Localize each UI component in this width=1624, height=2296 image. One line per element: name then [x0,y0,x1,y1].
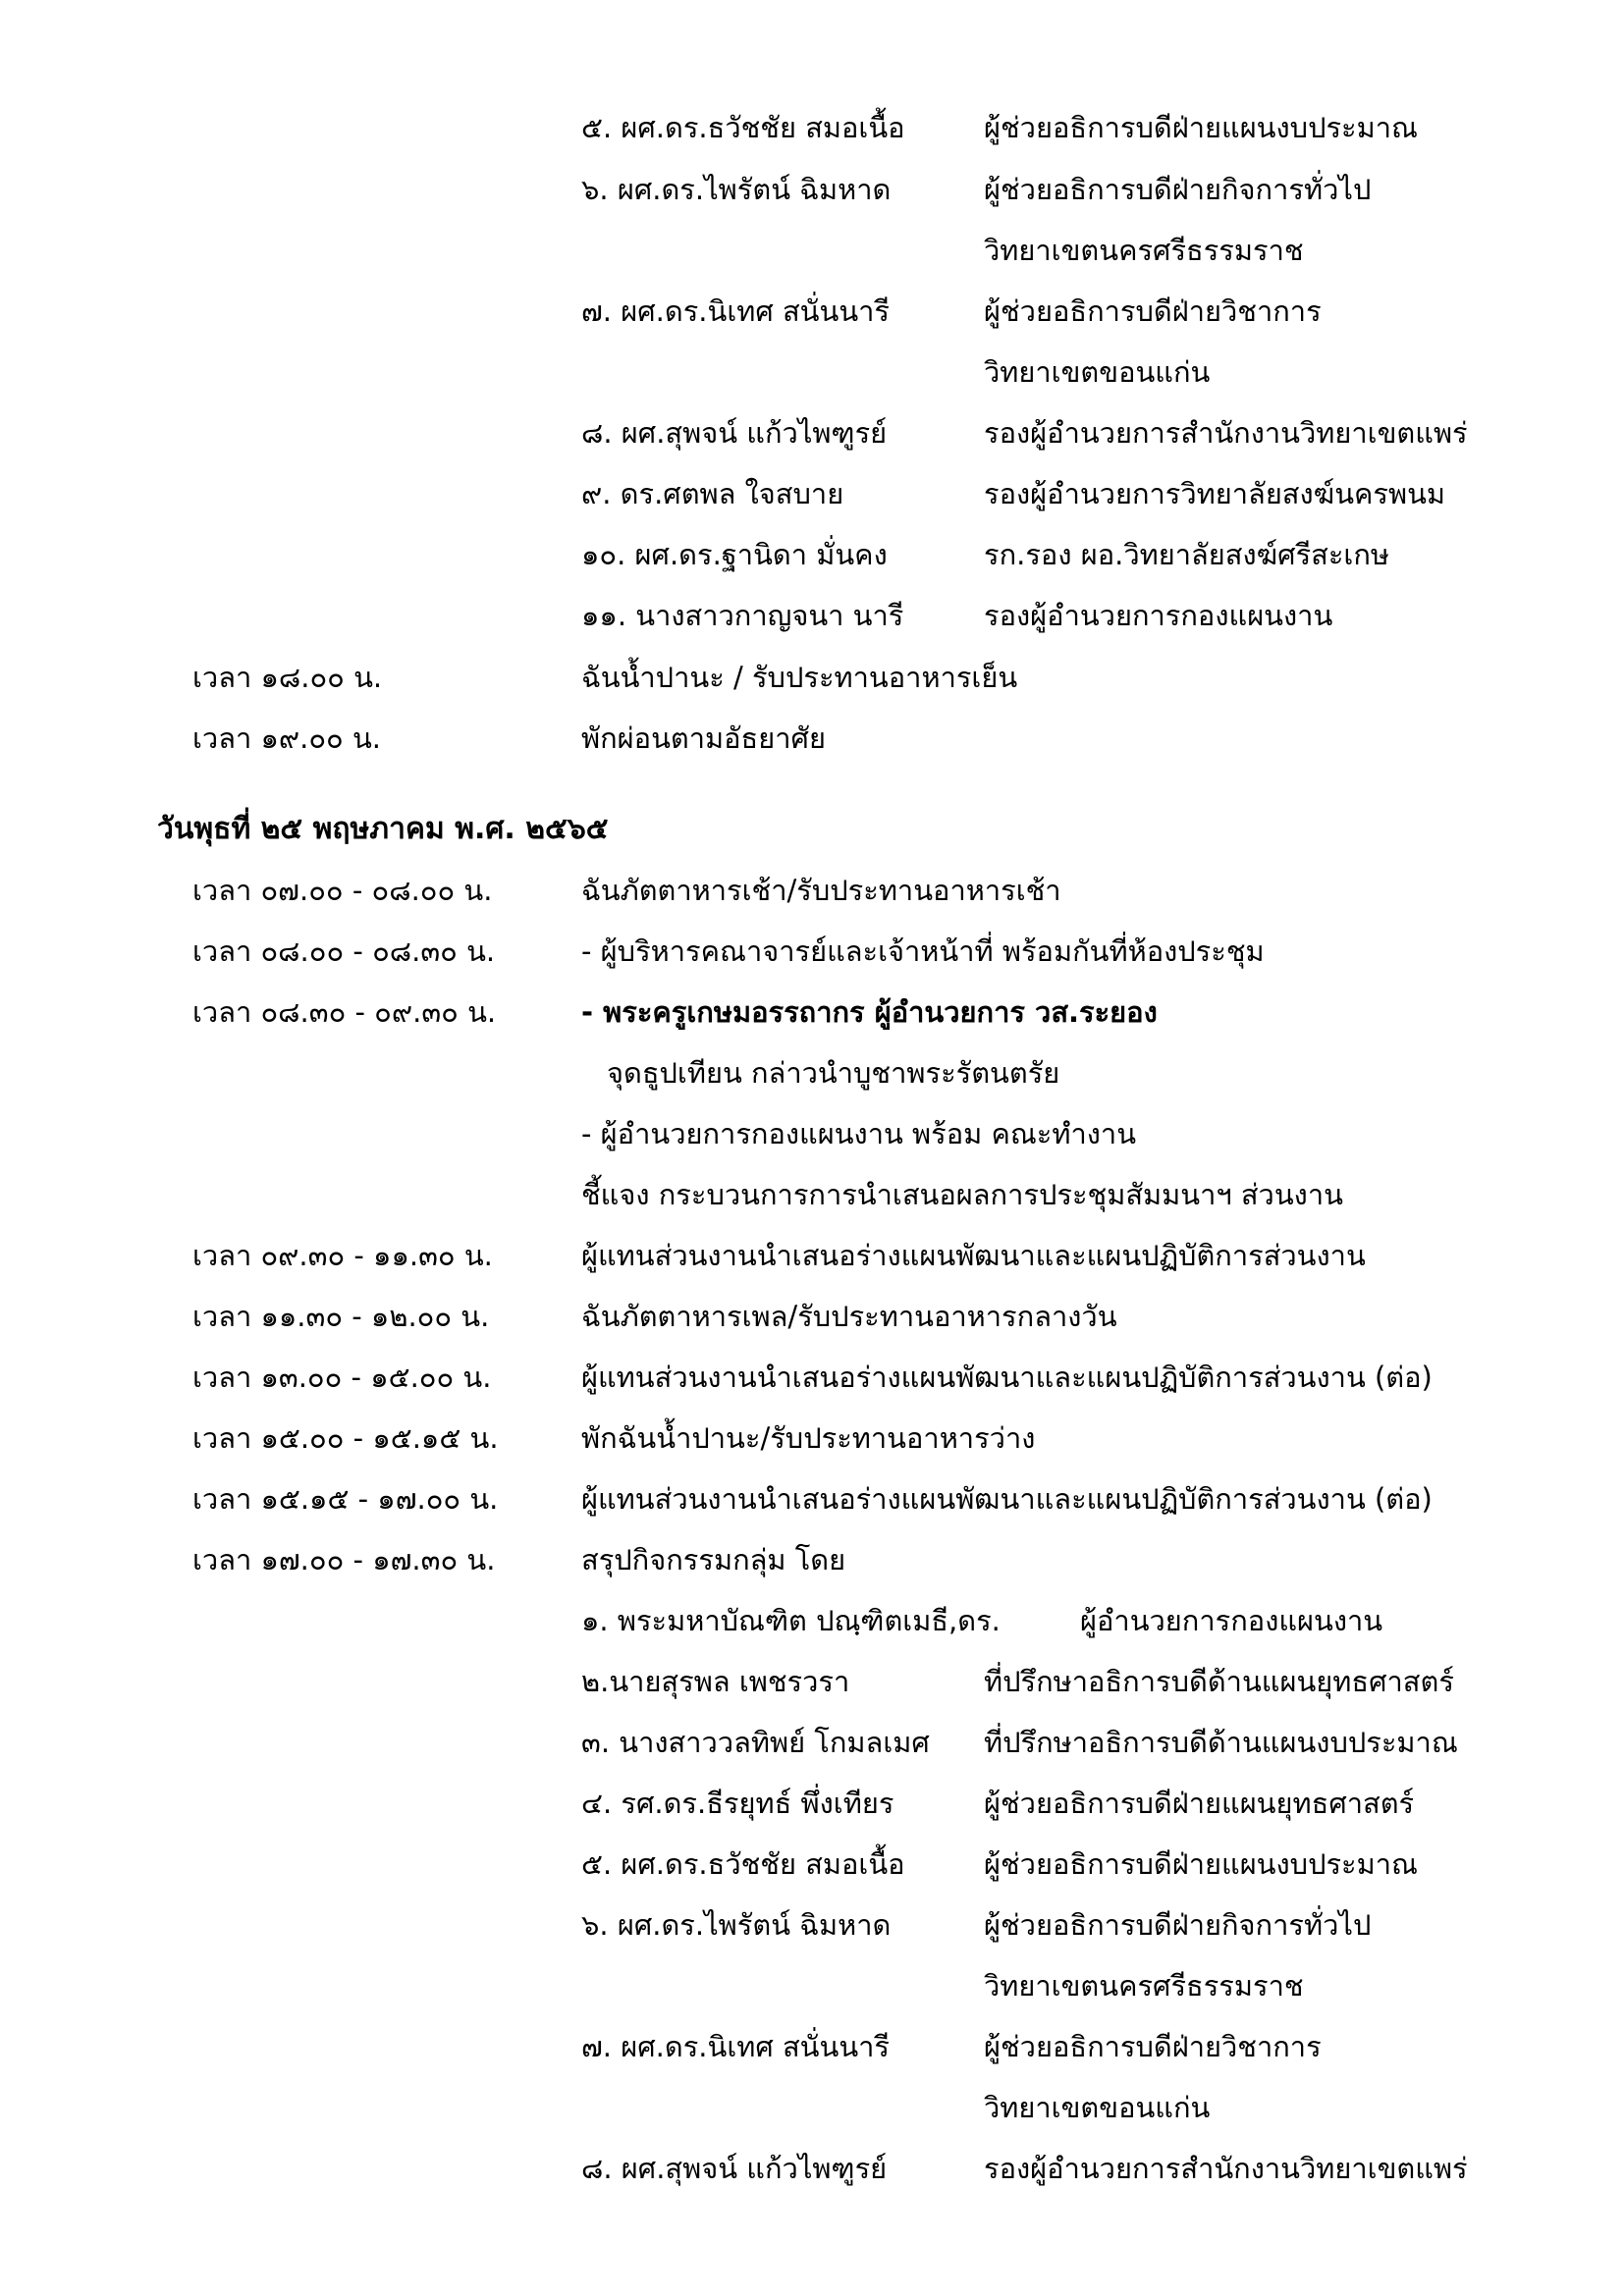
member-role: ผู้ช่วยอธิการบดีฝ่ายกิจการทั่วไป [984,1908,1372,1942]
schedule-activity: - ผู้บริหารคณาจารย์และเจ้าหน้าที่ พร้อมกันที่ห้องประชุม [581,934,1265,968]
member-name: ๑๐. ผศ.ดร.ฐานิดา มั่นคง [581,538,888,571]
schedule-time: เวลา ๐๘.๐๐ - ๐๘.๓๐ น. [192,934,496,968]
member-name: ๕. ผศ.ดร.ธวัชชัย สมอเนื้อ [581,1847,905,1881]
schedule-time: เวลา ๑๕.๐๐ - ๑๕.๑๕ น. [192,1421,499,1455]
member-role-continuation: วิทยาเขตนครศรีธรรมราช [984,234,1304,267]
member-name: ๒.นายสุรพล เพชรวรา [581,1665,850,1698]
member-role: ผู้ช่วยอธิการบดีฝ่ายแผนงบประมาณ [984,111,1418,144]
member-name: ๑. พระมหาบัณฑิต ปณฺฑิตเมธี,ดร. [581,1604,1001,1637]
member-role: รองผู้อำนวยการวิทยาลัยสงฆ์นครพนม [984,477,1446,510]
schedule-activity: ผู้แทนส่วนงานนำเสนอร่างแผนพัฒนาและแผนปฏิบัติการส่วนงาน [581,1239,1366,1272]
schedule-activity: สรุปกิจกรรมกลุ่ม โดย [581,1543,846,1576]
member-role: ที่ปรึกษาอธิการบดีด้านแผนยุทธศาสตร์ [984,1665,1454,1698]
schedule-time: เวลา ๐๗.๐๐ - ๐๘.๐๐ น. [192,874,493,907]
member-role: ผู้อำนวยการกองแผนงาน [1080,1604,1383,1637]
schedule-activity: - ผู้อำนวยการกองแผนงาน พร้อม คณะทำงาน [581,1117,1137,1150]
schedule-activity-continuation: จุดธูปเทียน กล่าวนำบูชาพระรัตนตรัย [607,1056,1060,1090]
schedule-time: เวลา ๑๗.๐๐ - ๑๗.๓๐ น. [192,1543,496,1576]
member-role: ผู้ช่วยอธิการบดีฝ่ายแผนยุทธศาสตร์ [984,1787,1415,1820]
member-role: รองผู้อำนวยการสำนักงานวิทยาเขตแพร่ [984,416,1468,450]
member-role: ผู้ช่วยอธิการบดีฝ่ายวิชาการ [984,294,1322,328]
member-name: ๘. ผศ.สุพจน์ แก้วไพฑูรย์ [581,2152,888,2185]
schedule-time: เวลา ๐๘.๓๐ - ๐๙.๓๐ น. [192,995,497,1029]
member-name: ๖. ผศ.ดร.ไพรัตน์ ฉิมหาด [581,173,892,206]
member-role: ผู้ช่วยอธิการบดีฝ่ายแผนงบประมาณ [984,1847,1418,1881]
member-role: รองผู้อำนวยการกองแผนงาน [984,599,1333,632]
schedule-time: เวลา ๐๙.๓๐ - ๑๑.๓๐ น. [192,1239,493,1272]
member-role: ผู้ช่วยอธิการบดีฝ่ายกิจการทั่วไป [984,173,1372,206]
schedule-activity-continuation: ชี้แจง กระบวนการการนำเสนอผลการประชุมสัมมนาฯ ส่วนงาน [581,1178,1343,1211]
schedule-time: เวลา ๑๓.๐๐ - ๑๕.๐๐ น. [192,1361,492,1394]
member-role: รองผู้อำนวยการสำนักงานวิทยาเขตแพร่ [984,2152,1468,2185]
member-name: ๗. ผศ.ดร.นิเทศ สนั่นนารี [581,2030,891,2063]
schedule-time: เวลา ๑๕.๑๕ - ๑๗.๐๐ น. [192,1482,499,1516]
schedule-activity: ฉันน้ำปานะ / รับประทานอาหารเย็น [581,661,1018,694]
schedule-activity: - พระครูเกษมอรรถากร ผู้อำนวยการ วส.ระยอง [581,995,1158,1029]
member-name: ๗. ผศ.ดร.นิเทศ สนั่นนารี [581,294,891,328]
member-name: ๙. ดร.ศตพล ใจสบาย [581,477,844,510]
member-role: ผู้ช่วยอธิการบดีฝ่ายวิชาการ [984,2030,1322,2063]
member-role-continuation: วิทยาเขตขอนแก่น [984,2091,1211,2124]
member-role: ที่ปรึกษาอธิการบดีด้านแผนงบประมาณ [984,1726,1458,1759]
schedule-activity: ผู้แทนส่วนงานนำเสนอร่างแผนพัฒนาและแผนปฏิบัติการส่วนงาน (ต่อ) [581,1361,1433,1394]
member-role-continuation: วิทยาเขตนครศรีธรรมราช [984,1969,1304,2002]
schedule-activity: พักฉันน้ำปานะ/รับประทานอาหารว่าง [581,1421,1036,1455]
schedule-time: เวลา ๑๘.๐๐ น. [192,661,383,694]
schedule-time: เวลา ๑๑.๓๐ - ๑๒.๐๐ น. [192,1300,490,1333]
schedule-activity: ฉันภัตตาหารเพล/รับประทานอาหารกลางวัน [581,1300,1117,1333]
member-role-continuation: วิทยาเขตขอนแก่น [984,355,1211,389]
member-name: ๔. รศ.ดร.ธีรยุทธ์ พึ่งเทียร [581,1787,894,1820]
schedule-activity: พักผ่อนตามอัธยาศัย [581,721,826,755]
day-heading: วันพุธที่ ๒๕ พฤษภาคม พ.ศ. ๒๕๖๕ [157,812,609,846]
member-name: ๕. ผศ.ดร.ธวัชชัย สมอเนื้อ [581,111,905,144]
member-name: ๘. ผศ.สุพจน์ แก้วไพฑูรย์ [581,416,888,450]
member-name: ๓. นางสาววลทิพย์ โกมลเมศ [581,1726,930,1759]
schedule-activity: ผู้แทนส่วนงานนำเสนอร่างแผนพัฒนาและแผนปฏิบัติการส่วนงาน (ต่อ) [581,1482,1433,1516]
member-name: ๖. ผศ.ดร.ไพรัตน์ ฉิมหาด [581,1908,892,1942]
member-name: ๑๑. นางสาวกาญจนา นารี [581,599,904,632]
schedule-activity: ฉันภัตตาหารเช้า/รับประทานอาหารเช้า [581,874,1061,907]
schedule-time: เวลา ๑๙.๐๐ น. [192,721,381,755]
member-role: รก.รอง ผอ.วิทยาลัยสงฆ์ศรีสะเกษ [984,538,1390,571]
